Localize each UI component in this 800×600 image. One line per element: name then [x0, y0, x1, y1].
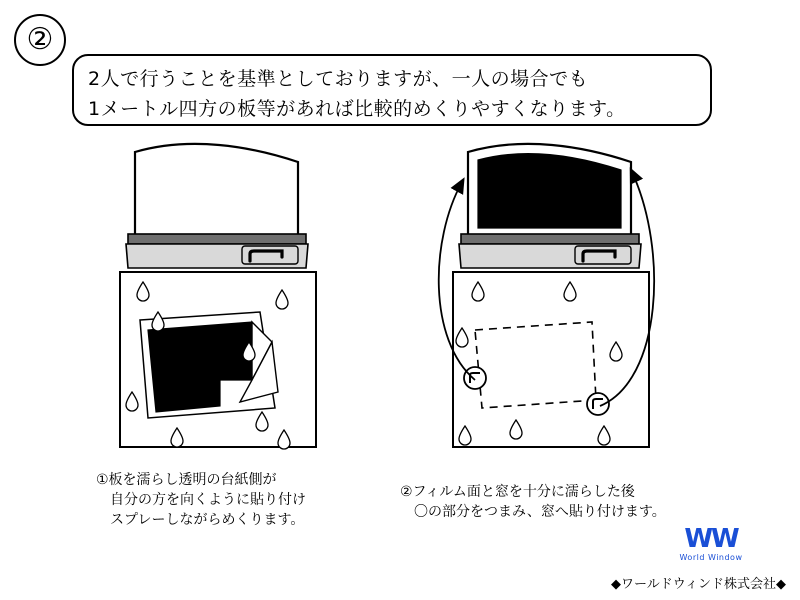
left-illustration	[100, 130, 340, 460]
door-belt-trim	[128, 234, 306, 244]
flow-arrows	[400, 130, 740, 430]
brand-logo-text: WW	[684, 524, 738, 554]
left-illustration-svg	[100, 130, 340, 460]
left-caption-line-2: 自分の方を向くように貼り付け	[96, 492, 306, 508]
step-number-badge	[14, 14, 66, 66]
left-caption-line-1: ①板を濡らし透明の台紙側が	[96, 472, 277, 488]
company-name: ◆ワールドウィンド株式会社◆	[611, 577, 786, 592]
right-caption-line-1: ②フィルム面と窓を十分に濡らした後	[400, 484, 635, 500]
door-window-outline	[135, 144, 298, 235]
arrow-left-curve	[439, 182, 475, 380]
step-number-label: ②	[26, 22, 54, 57]
brand-logo-subtitle: World Window	[679, 553, 743, 562]
instruction-callout	[72, 54, 712, 126]
right-panel-caption	[400, 482, 666, 522]
right-caption-line-2: 〇の部分をつまみ、窓へ貼り付けます。	[400, 504, 666, 520]
flow-arrows-svg	[400, 130, 740, 430]
door-handle-icon	[242, 246, 298, 264]
left-panel-caption	[96, 470, 306, 530]
brand-logo	[636, 526, 786, 564]
left-caption-line-3: スプレーしながらめくります。	[96, 512, 305, 528]
arrow-right-curve	[600, 172, 654, 406]
instruction-line-2: 1メートル四方の板等があれば比較的めくりやすくなります。	[88, 98, 626, 120]
instruction-line-1: 2人で行うことを基準としておりますが、一人の場合でも	[88, 68, 589, 90]
